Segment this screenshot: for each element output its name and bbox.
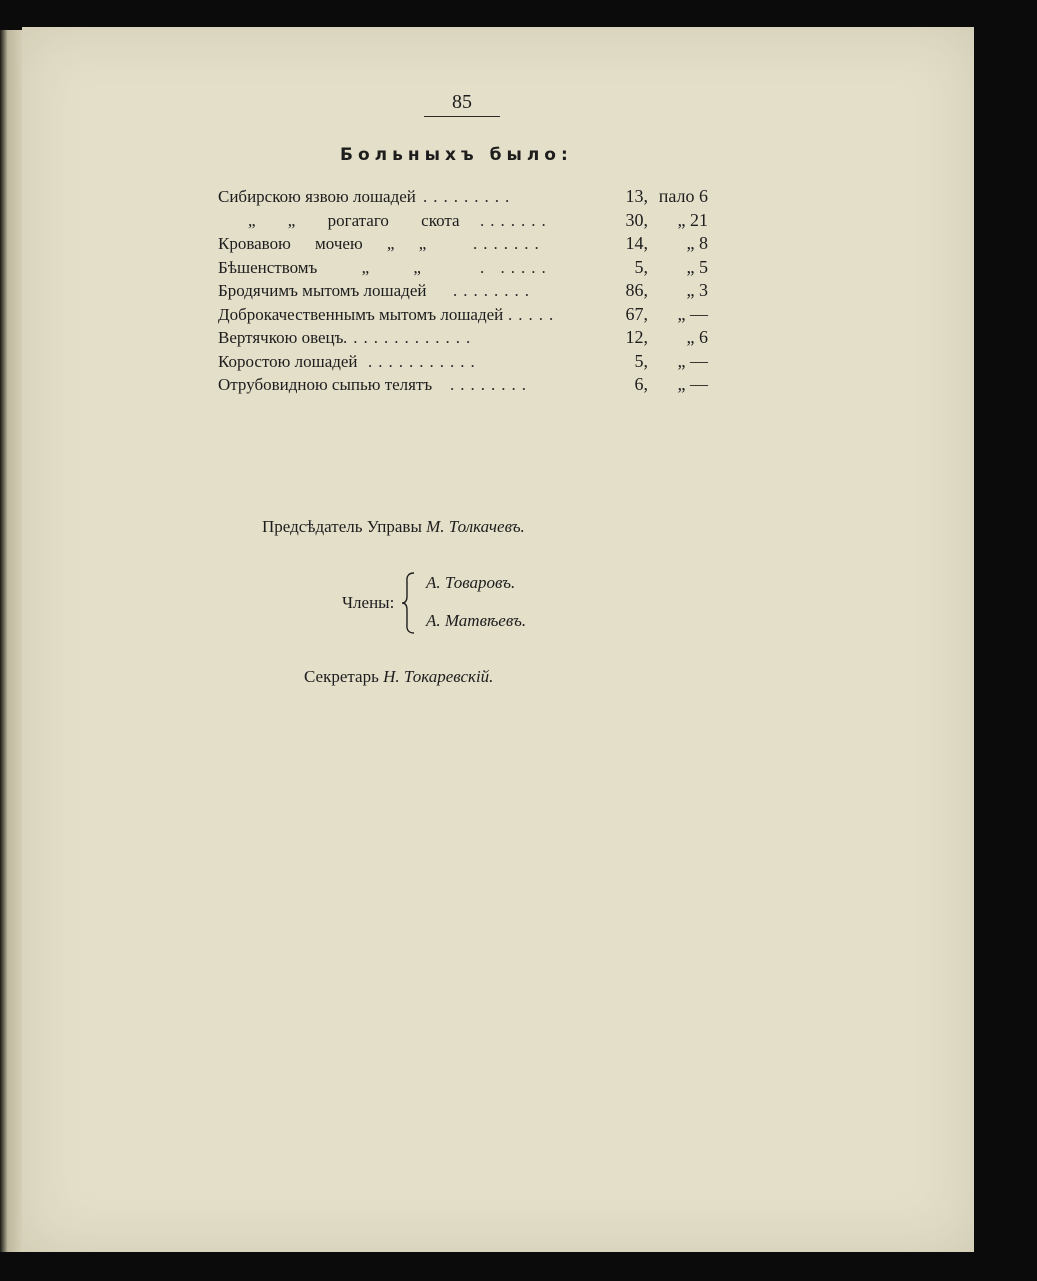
list-item bbox=[218, 303, 718, 327]
died-count: „ 3 bbox=[686, 280, 708, 300]
sick-count: 6, bbox=[634, 374, 648, 394]
members-title: Члены: bbox=[342, 593, 395, 612]
leader-dots: ............. bbox=[343, 328, 477, 347]
chairman-line bbox=[262, 517, 525, 537]
disease-label: Коростою лошадей bbox=[218, 351, 358, 371]
secretary-line bbox=[304, 667, 493, 687]
chairman-title: Предсѣдатель Управы bbox=[262, 517, 422, 536]
sick-count: 14, bbox=[625, 233, 648, 253]
list-item bbox=[218, 373, 718, 397]
leader-dots: ........ bbox=[453, 281, 535, 300]
page-number: 85 bbox=[452, 91, 472, 113]
chairman-name: М. Толкачевъ. bbox=[426, 517, 525, 536]
died-count: „ 8 bbox=[686, 233, 708, 253]
list-item bbox=[218, 209, 718, 233]
died-count: „ 6 bbox=[686, 327, 708, 347]
died-count: „ 5 bbox=[686, 256, 708, 277]
disease-label: Сибирскою язвою лошадей bbox=[218, 187, 416, 206]
list-item bbox=[218, 185, 718, 209]
sick-count: 86, bbox=[625, 280, 648, 300]
sick-count: 13, bbox=[625, 186, 648, 206]
sick-count: 67, bbox=[625, 303, 648, 324]
sick-count: 12, bbox=[625, 327, 648, 347]
disease-label: Бѣшенствомъ „ „ bbox=[218, 257, 421, 277]
document-page bbox=[22, 27, 974, 1252]
leader-dots: ........ bbox=[450, 375, 532, 394]
binding-edge bbox=[0, 30, 23, 1252]
died-count: „ 21 bbox=[677, 209, 708, 230]
disease-label: Кровавою мочею „ „ bbox=[218, 234, 427, 253]
sick-count: 5, bbox=[634, 350, 648, 371]
section-heading: Больныхъ было: bbox=[340, 145, 573, 165]
page-number-rule bbox=[424, 116, 500, 117]
leader-dots: ....... bbox=[480, 210, 552, 230]
died-count: „ — bbox=[677, 350, 708, 371]
curly-brace-icon bbox=[402, 572, 416, 634]
list-item bbox=[218, 279, 718, 303]
disease-label: Вертячкою овецъ bbox=[218, 328, 344, 347]
list-item bbox=[218, 350, 718, 374]
secretary-title: Секретарь bbox=[304, 667, 379, 686]
list-item bbox=[218, 326, 718, 350]
died-count: пало 6 bbox=[658, 186, 708, 206]
disease-label: „ „ рогатаго скота bbox=[248, 210, 460, 230]
died-count: „ — bbox=[677, 303, 708, 324]
secretary-name: Н. Токаревскій. bbox=[383, 667, 494, 686]
leader-dots: ......... bbox=[423, 187, 516, 206]
leader-dots: ....... bbox=[473, 234, 545, 253]
disease-label: Отрубовидною сыпью телятъ bbox=[218, 375, 433, 394]
list-item bbox=[218, 256, 718, 280]
died-count: „ — bbox=[677, 374, 708, 394]
disease-label: Доброкачественнымъ мытомъ лошадей bbox=[218, 304, 504, 324]
disease-label: Бродячимъ мытомъ лошадей bbox=[218, 281, 427, 300]
leader-dots: . ..... bbox=[480, 257, 552, 277]
list-item bbox=[218, 232, 718, 256]
member-name: А. Матвѣевъ. bbox=[426, 611, 527, 630]
disease-list bbox=[218, 185, 718, 397]
sick-count: 5, bbox=[634, 256, 648, 277]
leader-dots: ........... bbox=[368, 351, 481, 371]
sick-count: 30, bbox=[625, 209, 648, 230]
member-name: А. Товаровъ. bbox=[426, 573, 516, 592]
leader-dots: ..... bbox=[508, 304, 560, 324]
